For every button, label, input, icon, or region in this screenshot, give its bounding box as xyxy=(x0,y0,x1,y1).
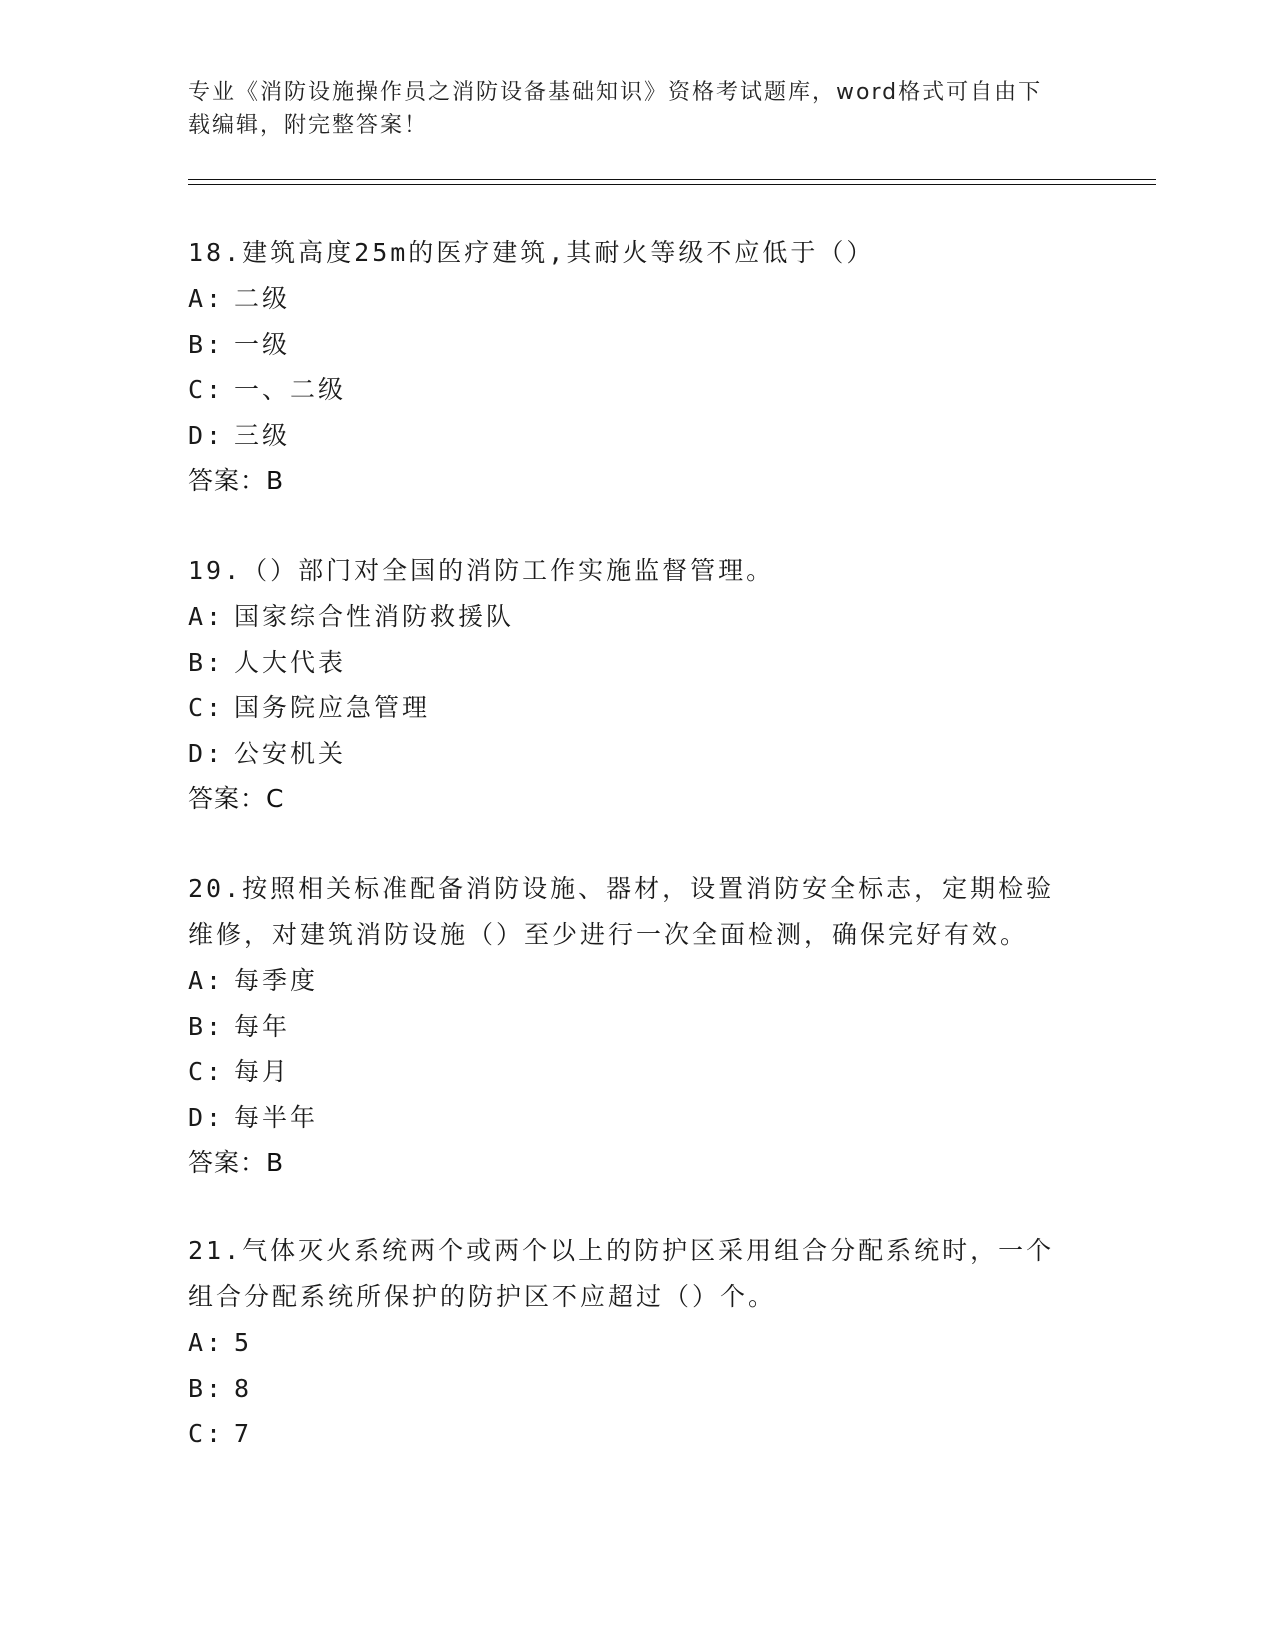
answer-text: 答案：B xyxy=(188,1148,285,1177)
option-text: 5 xyxy=(234,1328,253,1357)
option-text: 每月 xyxy=(234,1057,291,1086)
header-line-2: 载编辑，附完整答案！ xyxy=(188,113,429,138)
option-text: 三级 xyxy=(234,420,291,450)
option-c xyxy=(188,367,1088,413)
option-letter: B: xyxy=(188,329,225,359)
question-stem xyxy=(188,1228,1088,1320)
option-letter: D: xyxy=(188,420,225,450)
question-18 xyxy=(188,230,1088,504)
header-divider-top xyxy=(188,179,1156,180)
question-stem-line-2: 维修，对建筑消防设施（）至少进行一次全面检测，确保完好有效。 xyxy=(188,920,1029,949)
option-text: 人大代表 xyxy=(234,647,347,677)
option-b xyxy=(188,1004,1088,1050)
question-20 xyxy=(188,866,1088,1186)
option-a xyxy=(188,276,1088,322)
option-letter: B: xyxy=(188,647,225,677)
option-text: 每半年 xyxy=(234,1102,319,1132)
option-d xyxy=(188,1095,1088,1141)
option-b xyxy=(188,1366,1088,1412)
answer-text: 答案：B xyxy=(188,466,285,495)
option-a xyxy=(188,594,1088,640)
option-b xyxy=(188,640,1088,686)
header-line-1: 专业《消防设施操作员之消防设备基础知识》资格考试题库，word格式可自由下 xyxy=(188,80,1043,105)
option-c xyxy=(188,685,1088,731)
option-text: 每年 xyxy=(234,1011,291,1041)
option-a xyxy=(188,1320,1088,1366)
option-text: 国务院应急管理 xyxy=(234,693,431,722)
question-stem: 18.建筑高度25m的医疗建筑,其耐火等级不应低于（） xyxy=(188,238,875,267)
option-text: 一、二级 xyxy=(234,375,347,404)
option-text: 公安机关 xyxy=(234,738,347,768)
question-stem-line-2: 组合分配系统所保护的防护区不应超过（）个。 xyxy=(188,1282,777,1311)
option-a xyxy=(188,958,1088,1004)
option-letter: D: xyxy=(188,1102,225,1132)
document-header xyxy=(188,76,1088,142)
option-letter: A: xyxy=(188,1328,225,1357)
option-letter: A: xyxy=(188,284,225,313)
option-letter: B: xyxy=(188,1011,225,1041)
option-text: 8 xyxy=(234,1373,253,1403)
option-text: 每季度 xyxy=(234,966,319,995)
option-text: 国家综合性消防救援队 xyxy=(234,602,515,631)
option-d xyxy=(188,413,1088,459)
header-divider-bottom xyxy=(188,184,1156,185)
option-letter: C: xyxy=(188,693,225,722)
option-c xyxy=(188,1411,1088,1457)
question-stem-line-1: 20.按照相关标准配备消防设施、器材，设置消防安全标志，定期检验 xyxy=(188,874,1055,903)
option-letter: C: xyxy=(188,1057,225,1086)
option-letter: C: xyxy=(188,375,225,404)
option-b xyxy=(188,322,1088,368)
option-letter: A: xyxy=(188,966,225,995)
option-letter: B: xyxy=(188,1373,225,1403)
question-stem: 19.（）部门对全国的消防工作实施监督管理。 xyxy=(188,556,775,585)
option-d xyxy=(188,731,1088,777)
option-c xyxy=(188,1049,1088,1095)
option-text: 一级 xyxy=(234,329,291,359)
question-stem-line-1: 21.气体灭火系统两个或两个以上的防护区采用组合分配系统时，一个 xyxy=(188,1236,1055,1265)
option-text: 二级 xyxy=(234,284,291,313)
answer-text: 答案：C xyxy=(188,784,285,813)
question-21 xyxy=(188,1228,1088,1457)
option-letter: D: xyxy=(188,738,225,768)
question-stem xyxy=(188,866,1088,958)
question-19 xyxy=(188,548,1088,822)
option-letter: C: xyxy=(188,1419,225,1448)
option-text: 7 xyxy=(234,1419,253,1448)
option-letter: A: xyxy=(188,602,225,631)
